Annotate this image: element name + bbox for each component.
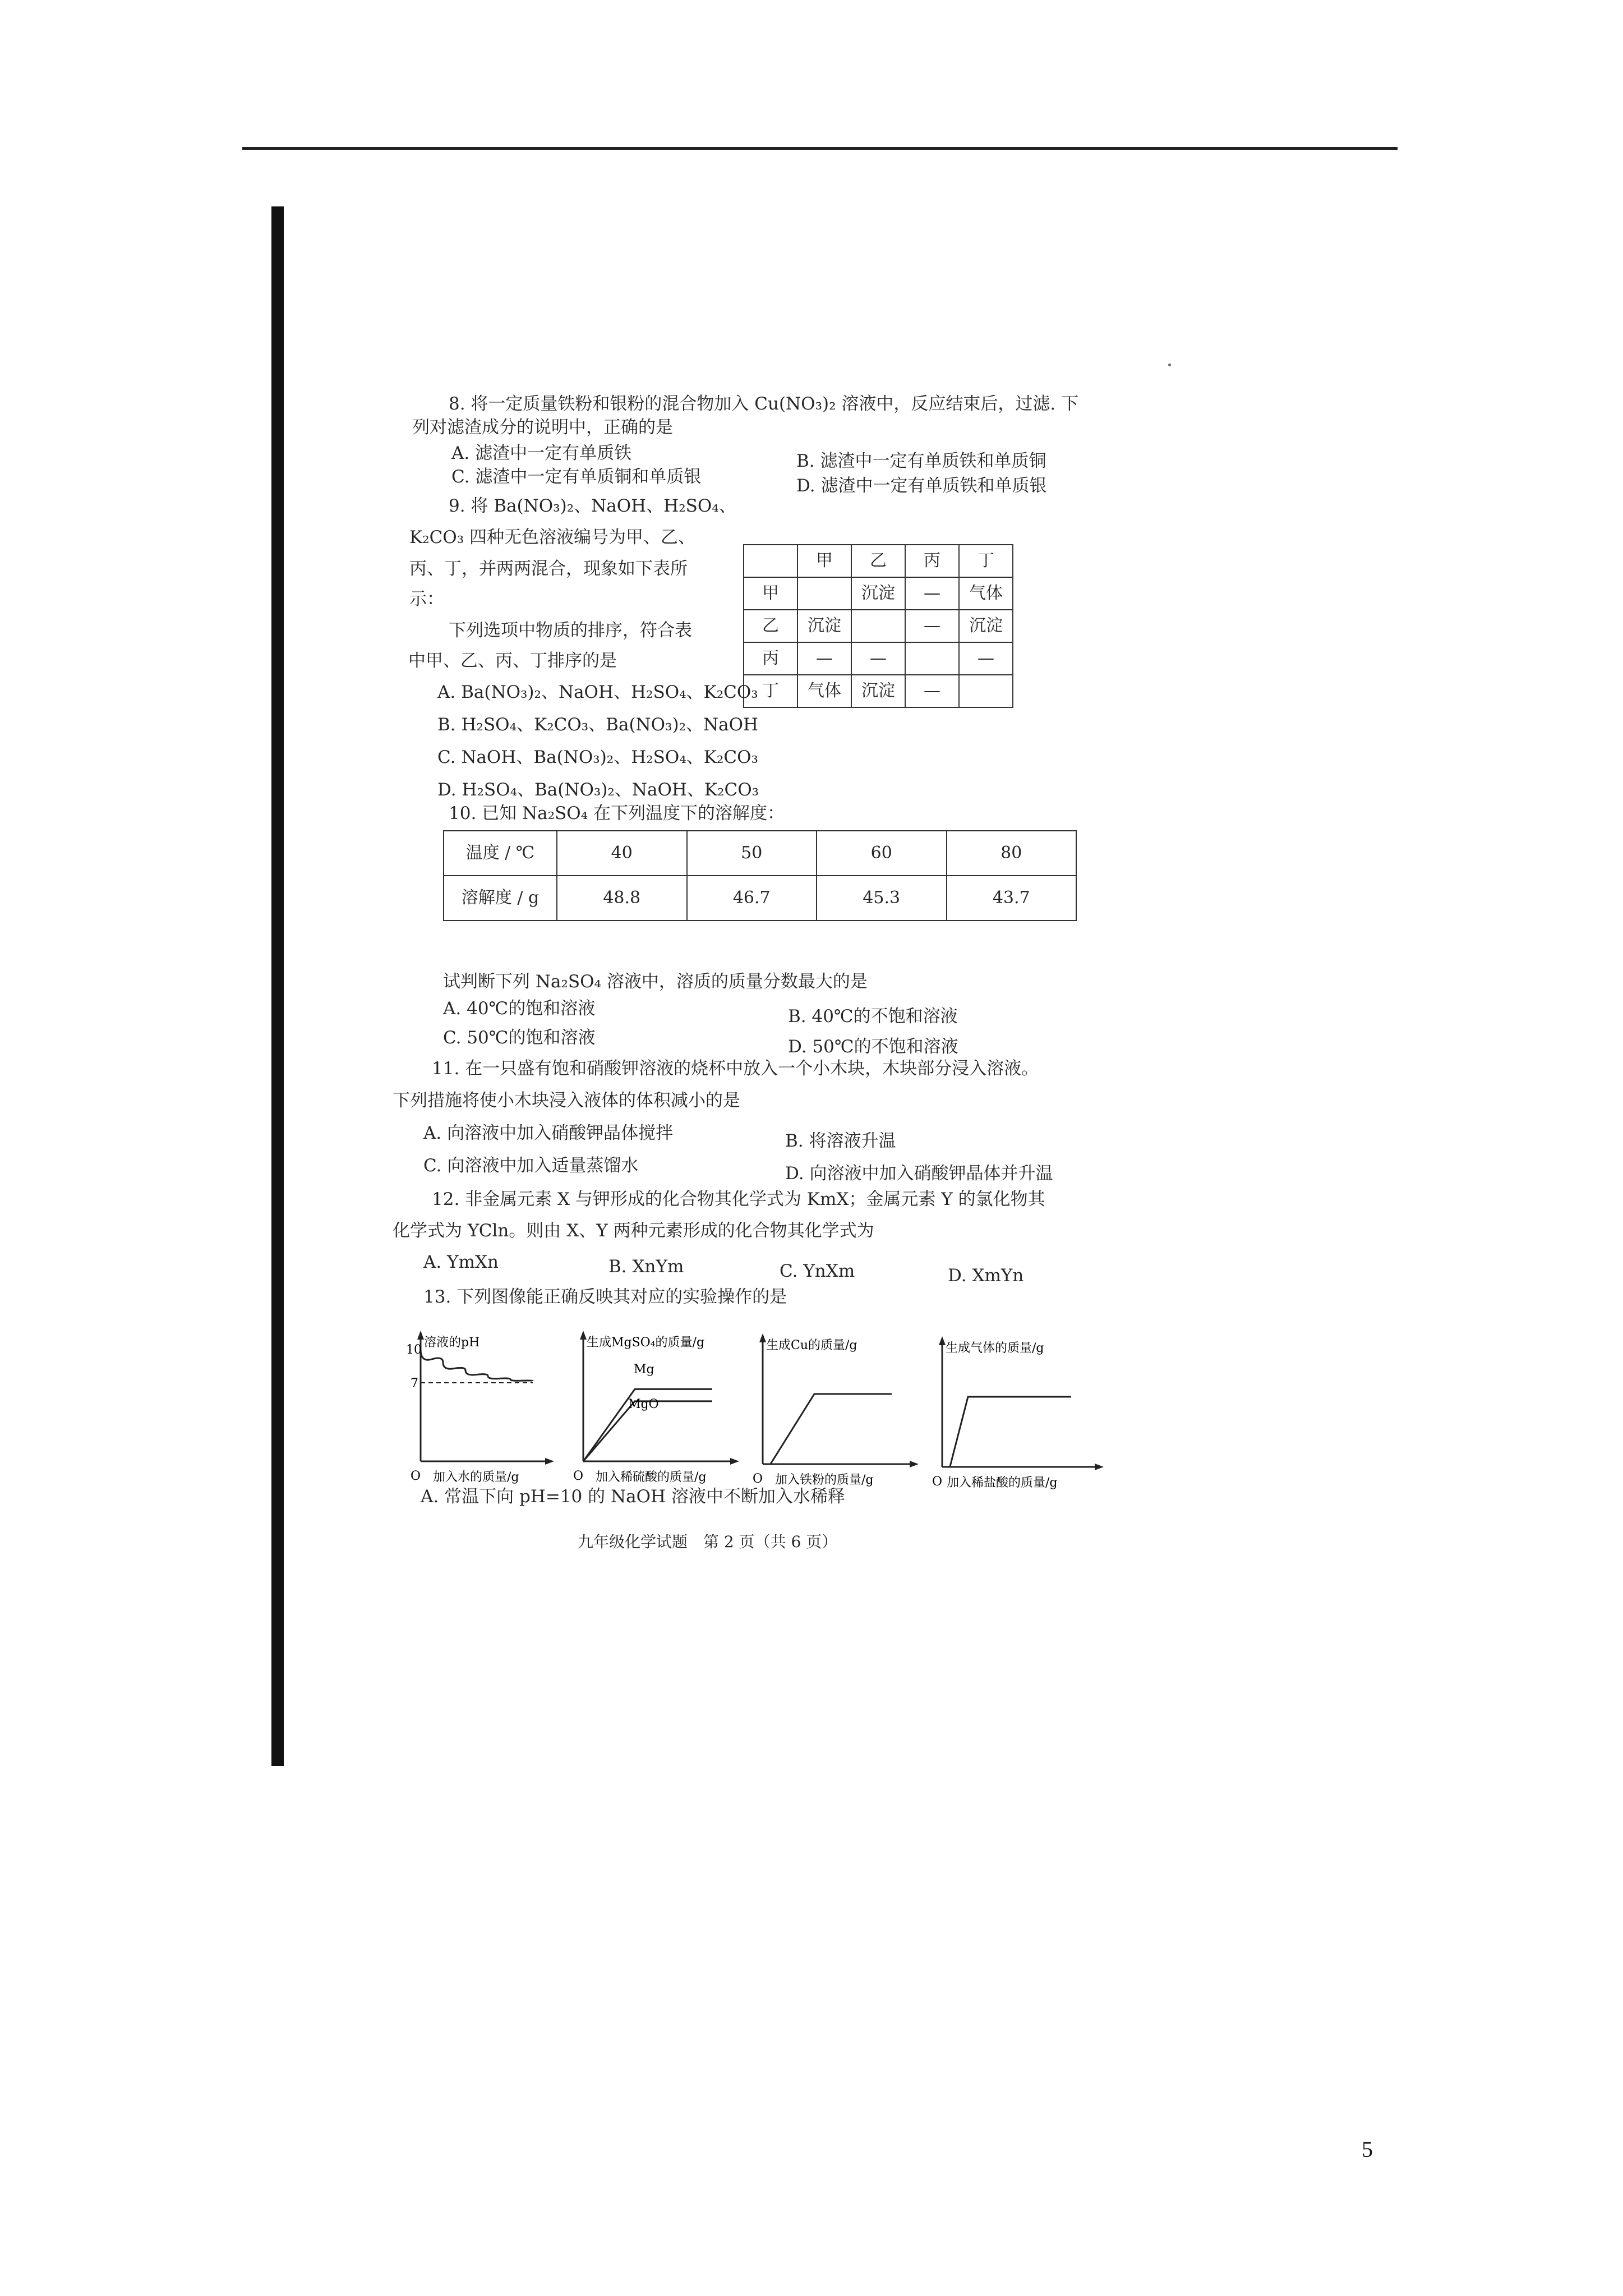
q10-option-a: A. 40℃的饱和溶液 <box>443 999 596 1019</box>
q9-table-cell: 丙 <box>744 642 797 675</box>
q8-option-d: D. 滤渣中一定有单质铁和单质银 <box>796 476 1047 496</box>
q11-option-d: D. 向溶液中加入硝酸钾晶体并升温 <box>785 1163 1053 1184</box>
cu-series-line <box>771 1394 892 1464</box>
q10-table-cell: 45.3 <box>817 876 947 921</box>
q8-option-c: C. 滤渣中一定有单质铜和单质银 <box>451 467 702 487</box>
q10-table-cell: 溶解度 / g <box>444 876 557 921</box>
q9-stem-line6: 中甲、乙、丙、丁排序的是 <box>408 651 617 671</box>
q13-chart-mgso4 <box>572 1329 740 1493</box>
gas-series-line <box>950 1397 1071 1467</box>
table-row <box>744 642 1013 675</box>
q12-stem-line1: 12. 非金属元素 X 与钾形成的化合物其化学式为 KmX；金属元素 Y 的氯化物其 <box>432 1189 1045 1209</box>
y-axis-arrow <box>939 1336 946 1345</box>
table-row <box>444 876 1076 921</box>
q13-option-a: A. 常温下向 pH=10 的 NaOH 溶液中不断加入水稀释 <box>421 1487 845 1507</box>
q9-table-cell: 气体 <box>797 675 851 707</box>
q9-table-cell: 丁 <box>744 675 797 707</box>
x-axis-arrow <box>545 1458 554 1465</box>
q9-table-cell: — <box>851 642 905 675</box>
q9-table-cell: 气体 <box>959 577 1013 610</box>
q10-option-c: C. 50℃的饱和溶液 <box>443 1028 596 1048</box>
q10-table-cell: 46.7 <box>687 876 817 921</box>
q9-table-cell: 甲 <box>797 545 851 577</box>
q12-option-c: C. YnXm <box>780 1261 855 1281</box>
y-axis-label: 溶液的pH <box>424 1336 480 1350</box>
q10-table-cell: 40 <box>557 831 687 876</box>
mg-series-label: Mg <box>634 1363 654 1377</box>
q10-table-cell: 60 <box>817 831 947 876</box>
y-axis-arrow <box>580 1331 587 1340</box>
q10-table-cell: 80 <box>947 831 1077 876</box>
q9-stem-line3: 丙、丁，并两两混合，现象如下表所 <box>409 559 688 579</box>
y-axis-arrow <box>417 1331 424 1340</box>
q9-table-cell: — <box>905 610 959 642</box>
q13-chart-ph <box>404 1329 555 1493</box>
tick-label-10: 10 <box>406 1343 422 1357</box>
page-number: 5 <box>1362 2137 1373 2162</box>
q9-table-cell <box>851 610 905 642</box>
q9-table-cell: — <box>797 642 851 675</box>
table-row <box>744 610 1013 642</box>
q8-option-b: B. 滤渣中一定有单质铁和单质铜 <box>796 451 1046 471</box>
q9-table-cell: 沉淀 <box>797 610 851 642</box>
y-axis-label: 生成气体的质量/g <box>946 1341 1044 1355</box>
scan-speck <box>1168 364 1171 366</box>
header-rule <box>242 147 1398 150</box>
q9-option-b: B. H₂SO₄、K₂CO₃、Ba(NO₃)₂、NaOH <box>437 715 759 735</box>
q11-option-b: B. 将溶液升温 <box>785 1131 896 1151</box>
q10-table-cell: 43.7 <box>947 876 1077 921</box>
q11-stem-line2: 下列措施将使小木块浸入液体的体积减小的是 <box>393 1091 740 1111</box>
q10-table-cell: 温度 / ℃ <box>444 831 557 876</box>
x-axis-label: 加入铁粉的质量/g <box>775 1473 874 1487</box>
q13-chart-gas <box>931 1335 1110 1499</box>
q9-table-cell: — <box>905 675 959 707</box>
origin-label: O <box>411 1469 421 1483</box>
q12-option-a: A. YmXn <box>423 1252 499 1272</box>
exam-page-label: 九年级化学试题 第 2 页（共 6 页） <box>578 1533 838 1551</box>
origin-label: O <box>753 1472 763 1486</box>
q11-option-c: C. 向溶液中加入适量蒸馏水 <box>423 1156 639 1176</box>
q9-option-a: A. Ba(NO₃)₂、NaOH、H₂SO₄、K₂CO₃ <box>437 682 758 702</box>
x-axis-label: 加入稀盐酸的质量/g <box>947 1476 1058 1490</box>
ph-curve <box>421 1349 533 1381</box>
q8-stem-line2: 列对滤渣成分的说明中，正确的是 <box>412 417 673 438</box>
q9-table-cell: 乙 <box>851 545 905 577</box>
q9-table-header <box>744 545 1013 577</box>
q13-stem: 13. 下列图像能正确反映其对应的实验操作的是 <box>423 1287 787 1307</box>
table-row <box>744 577 1013 610</box>
q9-table-cell <box>744 545 797 577</box>
q9-stem-line1: 9. 将 Ba(NO₃)₂、NaOH、H₂SO₄、 <box>449 496 736 516</box>
q9-stem-line5: 下列选项中物质的排序，符合表 <box>449 620 692 641</box>
q10-option-d: D. 50℃的不饱和溶液 <box>788 1037 958 1057</box>
q9-table-cell: 乙 <box>744 610 797 642</box>
q9-table-cell <box>959 675 1013 707</box>
q9-table-cell <box>797 577 851 610</box>
exam-scan <box>393 381 1127 1559</box>
x-axis-arrow <box>910 1461 919 1467</box>
q11-option-a: A. 向溶液中加入硝酸钾晶体搅拌 <box>423 1123 674 1143</box>
q10-stem: 10. 已知 Na₂SO₄ 在下列温度下的溶解度： <box>449 803 785 823</box>
q10-option-b: B. 40℃的不饱和溶液 <box>788 1006 958 1027</box>
q9-table-cell <box>905 642 959 675</box>
q13-chart-cu <box>751 1332 920 1496</box>
q9-table-cell: 沉淀 <box>851 675 905 707</box>
x-axis-arrow <box>1095 1464 1104 1470</box>
q9-table-cell: — <box>905 577 959 610</box>
y-axis-label: 生成MgSO₄的质量/g <box>587 1336 705 1350</box>
q10-table-cell: 48.8 <box>557 876 687 921</box>
q9-stem-line2: K₂CO₃ 四种无色溶液编号为甲、乙、 <box>409 527 696 547</box>
x-axis-label: 加入稀硫酸的质量/g <box>596 1470 707 1484</box>
q12-option-b: B. XnYm <box>608 1257 684 1277</box>
origin-label: O <box>573 1469 584 1483</box>
y-axis-label: 生成Cu的质量/g <box>766 1338 857 1352</box>
q9-table-cell: 甲 <box>744 577 797 610</box>
q12-stem-line2: 化学式为 YCln。则由 X、Y 两种元素形成的化合物其化学式为 <box>393 1221 874 1241</box>
q8-stem-line1: 8. 将一定质量铁粉和银粉的混合物加入 Cu(NO₃)₂ 溶液中，反应结束后，过滤. 下 <box>449 394 1079 414</box>
q11-stem-line1: 11. 在一只盛有饱和硝酸钾溶液的烧杯中放入一个小木块，木块部分浸入溶液。 <box>432 1059 1039 1079</box>
mgo-series-label: MgO <box>628 1397 659 1411</box>
q9-mixing-table <box>743 544 1013 708</box>
x-axis-label: 加入水的质量/g <box>433 1470 519 1484</box>
q8-option-a: A. 滤渣中一定有单质铁 <box>451 443 632 463</box>
x-axis-arrow <box>730 1458 739 1465</box>
q10-question: 试判断下列 Na₂SO₄ 溶液中，溶质的质量分数最大的是 <box>443 972 868 992</box>
table-row <box>444 831 1076 876</box>
q12-option-d: D. XmYn <box>948 1266 1024 1286</box>
q9-table-cell: 沉淀 <box>851 577 905 610</box>
table-row <box>744 675 1013 707</box>
q9-table-cell: — <box>959 642 1013 675</box>
q9-option-d: D. H₂SO₄、Ba(NO₃)₂、NaOH、K₂CO₃ <box>437 780 759 800</box>
q9-option-c: C. NaOH、Ba(NO₃)₂、H₂SO₄、K₂CO₃ <box>437 747 758 767</box>
q10-table-cell: 50 <box>687 831 817 876</box>
q9-table-cell: 沉淀 <box>959 610 1013 642</box>
q9-table-cell: 丙 <box>905 545 959 577</box>
q10-solubility-table <box>443 830 1077 921</box>
q9-stem-line4: 示： <box>409 589 444 609</box>
tick-label-7: 7 <box>411 1377 418 1391</box>
y-axis-arrow <box>759 1333 766 1342</box>
scan-border <box>271 206 284 1766</box>
origin-label: O <box>932 1475 943 1489</box>
q9-table-cell: 丁 <box>959 545 1013 577</box>
